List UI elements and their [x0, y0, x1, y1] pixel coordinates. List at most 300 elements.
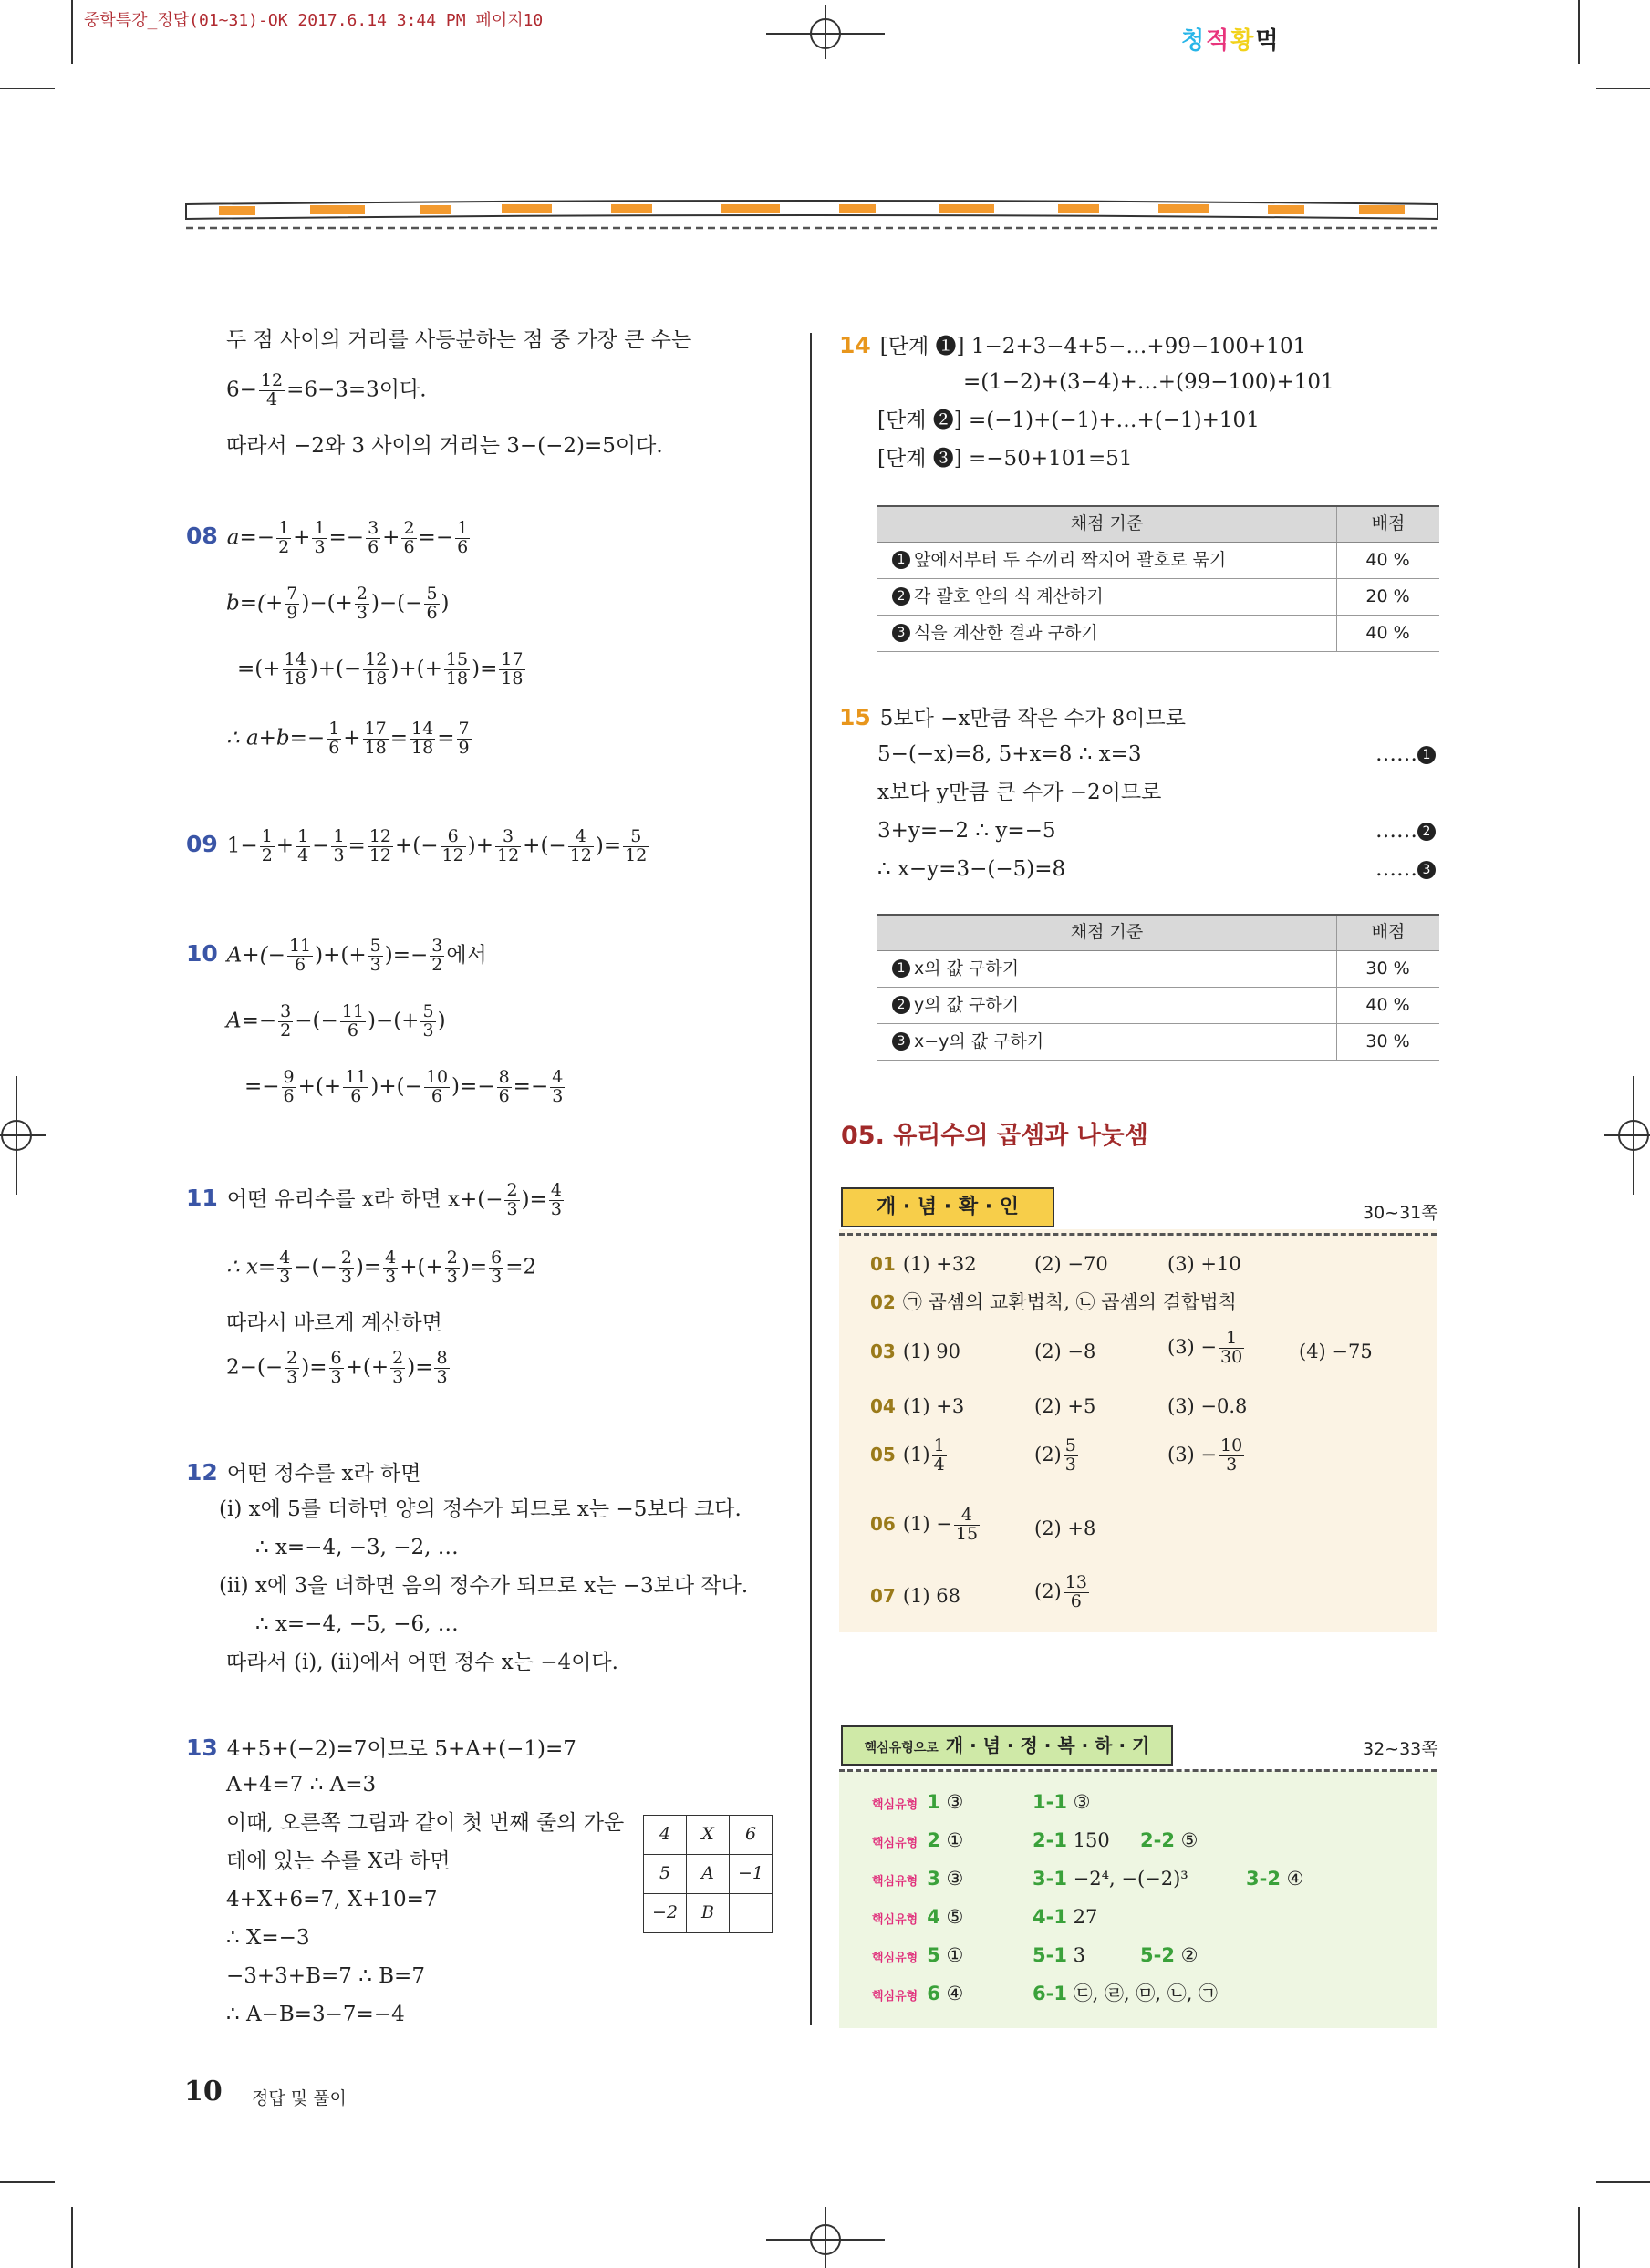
problem-10-line-3	[244, 1069, 566, 1106]
problem-12-line-1	[186, 1457, 420, 1488]
denominator: 18	[501, 668, 524, 689]
fraction	[455, 520, 470, 557]
text: )=−	[451, 1074, 495, 1099]
text: )=	[595, 834, 622, 858]
step-badge: 2	[892, 996, 910, 1014]
numerator: 7	[286, 584, 298, 604]
step-marker-1	[1375, 740, 1439, 769]
numerator: 8	[498, 1067, 510, 1087]
text: )−(+	[301, 591, 353, 616]
fraction	[504, 1182, 519, 1219]
dots: ……	[1375, 819, 1417, 843]
numerator: 5	[422, 1001, 434, 1021]
problem-13-line-7: −3+3+B=7 ∴ B=7	[226, 1964, 425, 1988]
text: =2	[505, 1255, 537, 1279]
denominator: 2	[278, 536, 290, 557]
core-row	[872, 1942, 963, 1968]
core-number: 2	[927, 1829, 940, 1851]
core-number: 1	[927, 1791, 940, 1813]
grid-cell: −1	[730, 1855, 773, 1894]
problem-number: 10	[186, 940, 218, 968]
registration-mark-right	[1604, 1076, 1650, 1195]
page-range: 30~31쪽	[1363, 1203, 1438, 1223]
step-label: [단계 ❶]	[879, 335, 965, 358]
core-row	[872, 1904, 963, 1930]
numerator: 4	[385, 1248, 397, 1268]
text: )+(−	[370, 1074, 422, 1099]
text: (2)	[1034, 1443, 1062, 1465]
denominator: 3	[286, 1366, 298, 1387]
step-badge: 1	[892, 959, 910, 978]
problem-15-line-1	[839, 702, 1186, 733]
step-label: [단계 ❷]	[877, 409, 962, 432]
brand-char: 황	[1230, 27, 1256, 55]
numerator: 11	[345, 1067, 368, 1087]
text: (2)	[1034, 1579, 1062, 1602]
problem-number: 13	[186, 1735, 218, 1761]
crop-mark	[1596, 2181, 1650, 2183]
text: =	[437, 726, 455, 751]
text: +(−	[395, 834, 439, 858]
dashed-rule	[839, 1769, 1437, 1772]
number-grid	[643, 1815, 773, 1933]
problem-13-line-3: 이때, 오른쪽 그림과 같이 첫 번째 줄의 가운	[226, 1811, 625, 1835]
numerator: 1	[933, 1435, 945, 1455]
denominator: 12	[441, 844, 464, 865]
fraction	[489, 1249, 503, 1287]
sub-number: 2-1	[1033, 1829, 1067, 1851]
fraction	[954, 1507, 980, 1544]
text: )=	[521, 1187, 547, 1212]
right-column	[839, 0, 1441, 2268]
text: A+(−	[226, 943, 285, 968]
numerator: 3	[280, 1001, 292, 1021]
fraction	[568, 828, 594, 865]
numerator: 12	[365, 649, 388, 669]
fraction	[331, 828, 346, 865]
table-row	[877, 988, 1439, 1024]
answer-06	[870, 1507, 981, 1544]
fraction	[283, 651, 308, 689]
text: =−50+101=51	[969, 447, 1133, 471]
numerator: 15	[445, 649, 469, 669]
problem-15-line-2: 5−(−x)=8, 5+x=8 ∴ x=3	[877, 742, 1142, 766]
step-badge: 3	[892, 624, 910, 642]
dashed-rule	[839, 1233, 1437, 1236]
text: =−	[328, 525, 365, 550]
answer-number: 02	[870, 1291, 896, 1313]
numerator: 11	[288, 936, 312, 956]
page-number: 10	[184, 2076, 223, 2107]
fraction	[368, 828, 393, 865]
denominator: 18	[364, 737, 387, 758]
denominator: 6	[426, 602, 438, 623]
fraction	[329, 1350, 344, 1387]
answer-04-2: (2) +5	[1034, 1395, 1096, 1417]
fraction	[327, 720, 341, 758]
points: 40 %	[1337, 988, 1440, 1024]
problem-10-line-2	[226, 1003, 446, 1041]
numerator: 1	[314, 518, 326, 538]
answer-03-3	[1167, 1330, 1246, 1367]
answer: ①	[946, 1944, 964, 1966]
step-label: [단계 ❸]	[877, 447, 962, 471]
sub-number: 4-1	[1033, 1906, 1067, 1928]
denominator: 3	[422, 1020, 434, 1041]
problem-14-step-2	[877, 407, 1260, 435]
denominator: 4	[265, 388, 278, 409]
criteria: x−y의 값 구하기	[914, 1030, 1044, 1051]
denominator: 12	[496, 844, 520, 865]
answer-04	[870, 1393, 964, 1419]
text: +(+	[400, 1255, 443, 1279]
problem-12-line-2: (ⅰ) x에 5를 더하면 양의 정수가 되므로 x는 −5보다 크다.	[219, 1497, 742, 1521]
problem-08-line-4	[226, 720, 473, 758]
dots: ……	[1375, 742, 1417, 766]
answer: (1) +32	[902, 1253, 977, 1275]
problem-13-line-5: 4+X+6=7, X+10=7	[226, 1888, 438, 1911]
answer-05-2	[1034, 1437, 1080, 1475]
fraction	[285, 1350, 299, 1387]
text: ∴ a+b=−	[226, 726, 326, 751]
points: 40 %	[1337, 616, 1440, 652]
fraction	[282, 1069, 296, 1106]
answer-01-3: (3) +10	[1167, 1253, 1241, 1275]
fraction	[623, 828, 649, 865]
text: +(+	[297, 1074, 342, 1099]
crop-mark	[0, 2181, 55, 2183]
sub-number: 5-2	[1140, 1944, 1175, 1966]
denominator: 15	[955, 1523, 979, 1544]
fraction	[420, 1003, 435, 1041]
text: )=	[301, 1355, 327, 1380]
numerator: 7	[458, 719, 470, 739]
numerator: 1	[333, 826, 345, 846]
answer: ⑤	[1180, 1829, 1199, 1851]
fraction	[260, 828, 275, 865]
denominator: 18	[411, 737, 434, 758]
numerator: 1	[261, 826, 273, 846]
crop-mark	[0, 88, 55, 89]
denominator: 3	[392, 1366, 404, 1387]
numerator: 3	[368, 518, 379, 538]
fraction	[278, 1003, 293, 1041]
text: =(+	[237, 657, 281, 681]
problem-12-line-6: 따라서 (ⅰ), (ⅱ)에서 어떤 정수 x는 −4이다.	[226, 1651, 618, 1674]
text: (1)	[902, 1443, 930, 1465]
fraction	[363, 720, 389, 758]
numerator: 4	[550, 1180, 562, 1200]
text: −(−	[295, 1009, 338, 1033]
criteria: 앞에서부터 두 수끼리 짝지어 괄호로 묶기	[914, 549, 1227, 570]
answer-number: 04	[870, 1395, 896, 1417]
intro-line-1: 두 점 사이의 거리를 사등분하는 점 중 가장 큰 수는	[226, 328, 692, 352]
core-label: 핵심유형	[872, 1952, 918, 1965]
numerator: 17	[364, 719, 387, 739]
points: 30 %	[1337, 951, 1440, 988]
core-sub	[1033, 1828, 1110, 1853]
step-marker-3	[1375, 855, 1439, 884]
numerator: 1	[278, 518, 290, 538]
grid-cell: 6	[730, 1816, 773, 1855]
problem-12-line-3: ∴ x=−4, −3, −2, …	[255, 1536, 459, 1559]
problem-number: 11	[186, 1185, 218, 1212]
text: =(−1)+(−1)+…+(−1)+101	[969, 409, 1260, 432]
fraction	[495, 828, 521, 865]
numerator: 4	[568, 828, 594, 847]
step-badge: 1	[1417, 746, 1436, 764]
column-divider	[810, 333, 812, 2025]
section-title: 05. 유리수의 곱셈과 나눗셈	[841, 1122, 1148, 1150]
criteria: 식을 계산한 결과 구하기	[914, 622, 1098, 643]
problem-12-line-5: ∴ x=−4, −5, −6, …	[255, 1612, 459, 1636]
answer-04-3: (3) −0.8	[1167, 1395, 1248, 1417]
step-badge: 2	[892, 587, 910, 606]
denominator: 18	[365, 668, 388, 689]
problem-number: 08	[186, 523, 218, 550]
points: 30 %	[1337, 1024, 1440, 1061]
problem-number: 09	[186, 831, 218, 858]
denominator: 6	[498, 1085, 510, 1106]
crop-mark	[71, 0, 73, 64]
table-header: 채점 기준	[877, 915, 1337, 951]
grid-cell: 4	[644, 1816, 687, 1855]
denominator: 6	[347, 1020, 358, 1041]
answer-number: 01	[870, 1253, 896, 1275]
answer: ㉠ 곱셈의 교환법칙, ㉡ 곱셈의 결합법칙	[902, 1291, 1237, 1313]
core-sub	[1033, 1942, 1085, 1968]
denominator: 12	[625, 844, 648, 865]
problem-15-line-3: x보다 y만큼 큰 수가 −2이므로	[877, 781, 1162, 804]
text: 에서	[446, 943, 487, 968]
numerator: 6	[330, 1348, 342, 1368]
core-label: 핵심유형	[872, 1837, 918, 1850]
grid-cell: A	[687, 1855, 730, 1894]
answer: 150	[1073, 1829, 1110, 1851]
answer: ④	[1286, 1868, 1304, 1890]
table-row	[877, 616, 1439, 652]
fraction	[339, 1249, 354, 1287]
problem-number: 15	[839, 704, 871, 730]
numerator: 5	[623, 828, 649, 847]
answer: ②	[1180, 1944, 1199, 1966]
table-header: 배점	[1337, 915, 1440, 951]
grid-cell: B	[687, 1894, 730, 1933]
table-row	[877, 1024, 1439, 1061]
sub-number: 2-2	[1140, 1829, 1175, 1851]
text: +	[343, 726, 361, 751]
text: =−	[244, 1074, 280, 1099]
grid-cell: −2	[644, 1894, 687, 1933]
denominator: 6	[431, 1085, 442, 1106]
core-sub	[1033, 1981, 1218, 2006]
points: 40 %	[1337, 543, 1440, 579]
denominator: 12	[368, 844, 392, 865]
text: 6−	[226, 378, 257, 402]
denominator: 18	[284, 668, 306, 689]
numerator: 2	[506, 1180, 518, 1200]
problem-08-line-1	[186, 520, 472, 557]
answer: ③	[946, 1791, 964, 1813]
core-label: 핵심유형	[872, 1798, 918, 1812]
answer-06-2: (2) +8	[1034, 1517, 1096, 1539]
fraction	[340, 1003, 366, 1041]
problem-09	[186, 828, 650, 865]
core-sub	[1246, 1866, 1303, 1891]
numerator: 14	[284, 649, 306, 669]
problem-13-line-4: 데에 있는 수를 X라 하면	[226, 1849, 451, 1873]
fraction	[549, 1182, 564, 1219]
problem-11-line-1	[186, 1182, 566, 1219]
problem-11-line-4	[226, 1350, 451, 1387]
core-sub	[1140, 1828, 1198, 1853]
answer: ㉢, ㉣, ㉤, ㉡, ㉠	[1073, 1983, 1219, 2004]
text: )=	[472, 657, 498, 681]
answer: ③	[946, 1868, 964, 1890]
core-row	[872, 1828, 963, 1853]
problem-13-line-6: ∴ X=−3	[226, 1926, 310, 1950]
text: )=−	[384, 943, 429, 968]
answer-07	[870, 1583, 960, 1609]
core-row	[872, 1981, 963, 2006]
problem-10-line-1	[186, 937, 487, 975]
sub-number: 3-1	[1033, 1868, 1067, 1890]
grid-cell: 5	[644, 1855, 687, 1894]
denominator: 3	[333, 844, 345, 865]
text: )	[437, 1009, 446, 1033]
text: a=−	[226, 525, 275, 550]
fraction	[441, 828, 466, 865]
answer-02	[870, 1289, 1237, 1315]
denominator: 4	[297, 844, 309, 865]
problem-08-line-3	[237, 651, 527, 689]
criteria: 각 괄호 안의 식 계산하기	[914, 585, 1104, 606]
answer: 3	[1073, 1944, 1086, 1966]
fraction	[401, 520, 416, 557]
text: (3) −	[1167, 1443, 1218, 1465]
scoring-table-15	[877, 914, 1439, 1061]
answer-number: 05	[870, 1443, 896, 1465]
fraction	[296, 828, 310, 865]
denominator: 3	[356, 602, 368, 623]
core-number: 6	[927, 1983, 940, 2004]
crop-mark	[1578, 0, 1580, 64]
core-sub	[1140, 1942, 1198, 1968]
denominator: 2	[261, 844, 273, 865]
core-number: 3	[927, 1868, 940, 1890]
denominator: 30	[1220, 1346, 1243, 1367]
problem-11-line-3: 따라서 바르게 계산하면	[226, 1311, 442, 1335]
sub-number: 5-1	[1033, 1944, 1067, 1966]
concept-check-tag: 개 · 념 · 확 · 인	[841, 1187, 1054, 1227]
denominator: 3	[1226, 1454, 1238, 1475]
numerator: 3	[495, 828, 521, 847]
text: 2−(−	[226, 1355, 284, 1380]
points: 20 %	[1337, 579, 1440, 616]
fraction	[497, 1069, 512, 1106]
answer: ①	[946, 1829, 964, 1851]
fraction	[390, 1350, 405, 1387]
step-badge: 3	[1417, 861, 1436, 879]
fraction	[410, 720, 435, 758]
fraction	[430, 937, 444, 975]
table-header: 채점 기준	[877, 506, 1337, 543]
numerator: 4	[954, 1507, 980, 1526]
numerator: 2	[356, 584, 368, 604]
text: A=−	[226, 1009, 277, 1033]
text: )	[441, 591, 450, 616]
page-range: 32~33쪽	[1363, 1739, 1438, 1759]
numerator: 6	[441, 828, 466, 847]
text: =−	[418, 525, 454, 550]
text: −	[312, 834, 330, 858]
denominator: 3	[314, 536, 326, 557]
numerator: 2	[403, 518, 415, 538]
denominator: 3	[491, 1266, 503, 1287]
fraction	[383, 1249, 398, 1287]
core-number: 4	[927, 1906, 940, 1928]
problem-13-line-8: ∴ A−B=3−7=−4	[226, 2003, 405, 2026]
fraction	[445, 1249, 460, 1287]
denominator: 2	[431, 954, 443, 975]
text: =	[348, 834, 366, 858]
denominator: 3	[330, 1366, 342, 1387]
fraction	[285, 585, 299, 623]
core-row	[872, 1789, 963, 1815]
numerator: 4	[279, 1248, 291, 1268]
brand-char: 청	[1181, 27, 1207, 55]
numerator: 8	[436, 1348, 448, 1368]
table-row	[877, 579, 1439, 616]
problem-number: 14	[839, 332, 871, 358]
numerator: 2	[286, 1348, 298, 1368]
fraction	[499, 651, 524, 689]
step-badge: 2	[1417, 823, 1436, 841]
step-badge: 3	[892, 1032, 910, 1051]
denominator: 3	[385, 1266, 397, 1287]
numerator: 3	[431, 936, 443, 956]
numerator: 6	[491, 1248, 503, 1268]
problem-11-line-2	[226, 1249, 536, 1287]
registration-mark-left	[0, 1076, 46, 1195]
fraction	[932, 1437, 947, 1475]
denominator: 18	[445, 668, 469, 689]
core-sub	[1033, 1904, 1097, 1930]
intro-line-3: 따라서 −2와 3 사이의 거리는 3−(−2)=5이다.	[226, 434, 663, 458]
denominator: 6	[283, 1085, 295, 1106]
denominator: 6	[294, 954, 306, 975]
footer-label: 정답 및 풀이	[252, 2088, 347, 2108]
numerator: 14	[411, 719, 434, 739]
numerator: 17	[501, 649, 524, 669]
problem-12-line-4: (ⅱ) x에 3을 더하면 음의 정수가 되므로 x는 −3보다 작다.	[219, 1574, 749, 1598]
answer-03-2: (2) −8	[1034, 1341, 1096, 1362]
core-sub	[1033, 1866, 1188, 1891]
grid-cell	[730, 1894, 773, 1933]
fraction	[276, 520, 291, 557]
denominator: 9	[286, 602, 298, 623]
denominator: 3	[550, 1198, 562, 1219]
text: +	[293, 525, 311, 550]
text: )=	[407, 1355, 433, 1380]
denominator: 4	[933, 1454, 945, 1475]
fraction	[550, 1069, 565, 1106]
text: 5보다 −x만큼 작은 수가 8이므로	[879, 707, 1186, 730]
fraction	[424, 585, 439, 623]
denominator: 12	[569, 844, 592, 865]
numerator: 2	[392, 1348, 404, 1368]
fraction	[287, 937, 313, 975]
